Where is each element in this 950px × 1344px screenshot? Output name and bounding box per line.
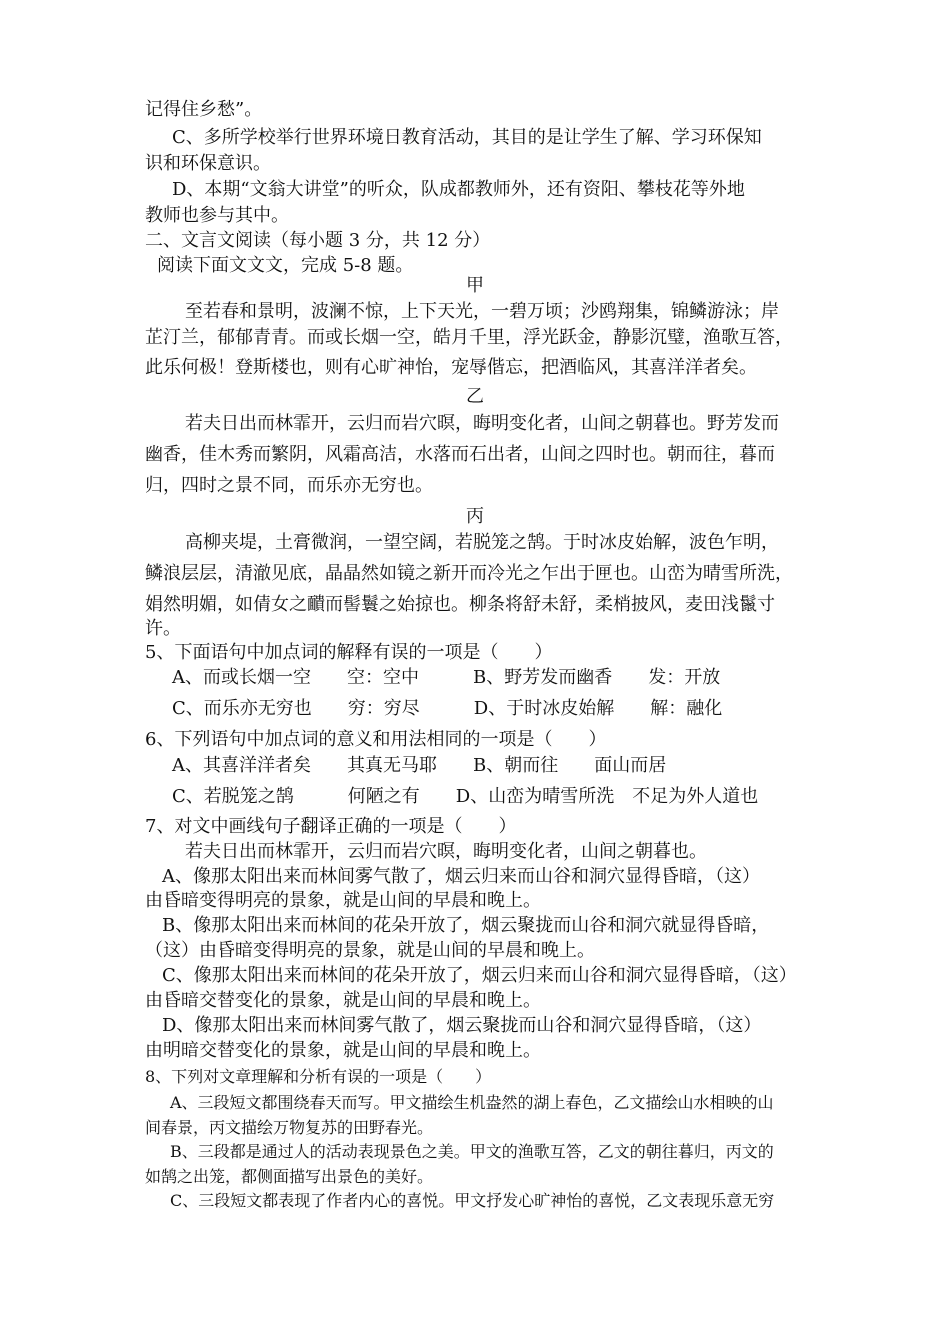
text-line: 由昏暗变得明亮的景象，就是山间的早晨和晚上。 — [145, 890, 541, 911]
text-line: 记得住乡愁”。 — [145, 99, 263, 120]
question-8-option-a: A、三段短文都围绕春天而写。甲文描绘生机盎然的湖上春色，乙文描绘山水相映的山 — [170, 1093, 774, 1112]
question-7-option-c: C、像那太阳出来而林间的花朵开放了，烟云归来而山谷和洞穴显得昏暗，（这） — [162, 965, 797, 986]
text-line: 由明暗交替变化的景象，就是山间的早晨和晚上。 — [145, 1040, 541, 1061]
question-5-options-ab: A、而或长烟一空 空：空中 B、野芳发而幽香 发：开放 — [172, 667, 721, 688]
question-6: 6、下列语句中加点词的意义和用法相同的一项是（ ） — [145, 729, 607, 750]
passage-line: 芷汀兰，郁郁青青。而或长烟一空，皓月千里，浮光跃金，静影沉璧，渔歌互答， — [145, 327, 793, 348]
question-5-options-cd: C、而乐亦无穷也 穷：穷尽 D、于时冰皮始解 解：融化 — [172, 698, 723, 719]
passage-line: 若夫日出而林霏开，云归而岩穴暝，晦明变化者，山间之朝暮也。野芳发而 — [185, 413, 779, 434]
passage-label-bing: 丙 — [466, 506, 484, 527]
passage-line: 至若春和景明，波澜不惊，上下天光，一碧万顷；沙鸥翔集，锦鳞游泳；岸 — [185, 301, 779, 322]
question-7-option-d: D、像那太阳出来而林间雾气散了，烟云聚拢而山谷和洞穴显得昏暗，（这） — [162, 1015, 762, 1036]
passage-line: 此乐何极！登斯楼也，则有心旷神怡，宠辱偕忘，把酒临风，其喜洋洋者矣。 — [145, 357, 757, 378]
text-line: 由昏暗交替变化的景象，就是山间的早晨和晚上。 — [145, 990, 541, 1011]
question-8-option-c: C、三段短文都表现了作者内心的喜悦。甲文抒发心旷神怡的喜悦，乙文表现乐意无穷 — [170, 1191, 775, 1210]
question-6-options-cd: C、若脱笼之鹄 何陋之有 D、山峦为晴雪所洗 不足为外人道也 — [172, 786, 759, 807]
question-8: 8、下列对文章理解和分析有误的一项是（ ） — [145, 1067, 492, 1086]
text-line: 识和环保意识。 — [145, 153, 271, 174]
passage-label-yi: 乙 — [466, 386, 484, 407]
section-heading: 二、文言文阅读（每小题 3 分，共 12 分） — [145, 230, 491, 251]
passage-line: 娟然明媚，如倩女之靧而髻鬟之始掠也。柳条将舒未舒，柔梢披风，麦田浅鬣寸 — [145, 594, 775, 615]
question-6-options-ab: A、其喜洋洋者矣 其真无马耶 B、朝而往 面山而居 — [172, 755, 667, 776]
question-5: 5、下面语句中加点词的解释有误的一项是（ ） — [145, 642, 553, 663]
question-7: 7、对文中画线句子翻译正确的一项是（ ） — [145, 816, 517, 837]
passage-line: 归，四时之景不同，而乐亦无穷也。 — [145, 475, 433, 496]
passage-line: 许。 — [145, 618, 181, 639]
instruction-line: 阅读下面文文文，完成 5-8 题。 — [157, 255, 414, 276]
passage-line: 幽香，佳木秀而繁阴，风霜高洁，水落而石出者，山间之四时也。朝而往，暮而 — [145, 444, 775, 465]
text-line: （这）由昏暗变得明亮的景象，就是山间的早晨和晚上。 — [145, 940, 595, 961]
option-c-line: C、多所学校举行世界环境日教育活动，其目的是让学生了解、学习环保知 — [172, 127, 762, 148]
passage-line: 高柳夹堤，土膏微润，一望空阔，若脱笼之鹄。于时冰皮始解，波色乍明， — [185, 532, 779, 553]
passage-label-jia: 甲 — [466, 275, 484, 296]
text-line: 教师也参与其中。 — [145, 205, 289, 226]
option-d-line: D、本期“文翁大讲堂”的听众，队成都教师外，还有资阳、攀枝花等外地 — [172, 179, 745, 200]
question-7-sentence: 若夫日出而林霏开，云归而岩穴暝，晦明变化者，山间之朝暮也。 — [185, 841, 707, 862]
question-7-option-b: B、像那太阳出来而林间的花朵开放了，烟云聚拢而山谷和洞穴就显得昏暗， — [162, 915, 770, 936]
text-line: 间春景，丙文描绘万物复苏的田野春光。 — [145, 1118, 434, 1137]
passage-line: 鳞浪层层，清澈见底，晶晶然如镜之新开而冷光之乍出于匣也。山峦为晴雪所洗， — [145, 563, 793, 584]
question-8-option-b: B、三段都是通过人的活动表现景色之美。甲文的渔歌互答，乙文的朝往暮归，丙文的 — [170, 1142, 774, 1161]
text-line: 如鹄之出笼，都侧面描写出景色的美好。 — [145, 1167, 434, 1186]
question-7-option-a: A、像那太阳出来而林间雾气散了，烟云归来而山谷和洞穴显得昏暗，（这） — [162, 866, 760, 887]
